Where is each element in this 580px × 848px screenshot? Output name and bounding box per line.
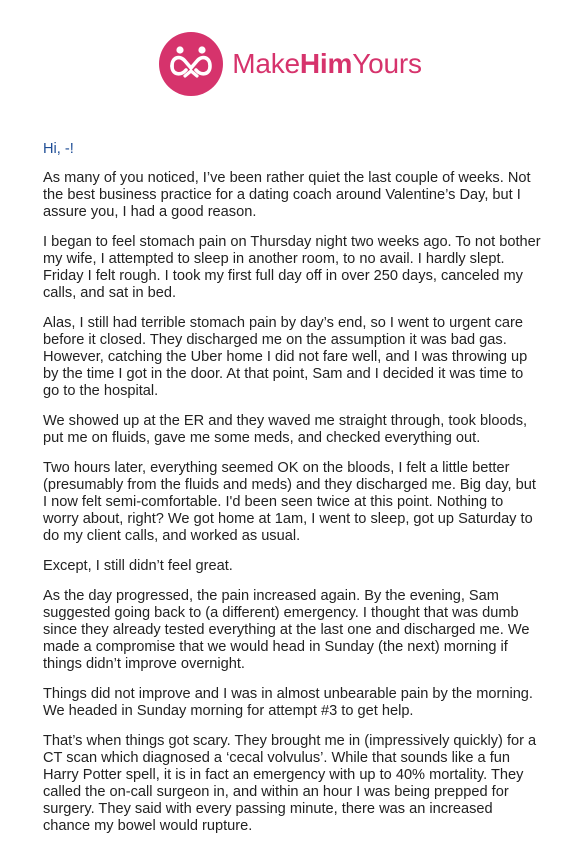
- body-paragraph: We showed up at the ER and they waved me straight through, took bloods, put me on fluids, gave me some meds, and checked everything out.: [43, 413, 528, 446]
- brand-suffix: Yours: [352, 48, 422, 79]
- body-paragraph: Things did not improve and I was in almost unbearable pain by the morning. We headed in Sunday morning for attempt #3 to get help.: [43, 686, 533, 719]
- body-paragraph: Alas, I still had terrible stomach pain by day’s end, so I went to urgent care before it closed. They discharged me on the assumption it was bad gas. However, catching the Uber home I did not fare well, and I was throwing up by the time I got in the door. At that point, Sam and I decided it was time to go to the hospital.: [43, 315, 528, 399]
- body-paragraph: Except, I still didn’t feel great.: [43, 558, 233, 574]
- body-paragraph: Two hours later, everything seemed OK on the bloods, I felt a little better (presumably from the fluids and meds) and they discharged me. Big day, but I now felt semi-comfortable. I'd been seen twice at this point. Nothing to worry about, right? We got home at 1am, I went to sleep, got up Saturday to do my client calls, and worked as usual.: [43, 460, 536, 544]
- body-paragraph: As many of you noticed, I’ve been rather quiet the last couple of weeks. Not the best business practice for a dating coach around Valentine’s Day, but I assure you, I had a good reason.: [43, 170, 531, 220]
- body-paragraph: As the day progressed, the pain increased again. By the evening, Sam suggested going back to (a different) emergency. I thought that was dumb since they already tested everything at the last one and discharged me. We made a compromise that we would head in Sunday (the next) morning if things didn’t improve overnight.: [43, 588, 530, 672]
- brand-wordmark: [232, 48, 422, 80]
- brand-bold: Him: [299, 48, 353, 79]
- body-paragraph: That’s when things got scary. They brought me in (impressively quickly) for a CT scan which diagnosed a ‘cecal volvulus’. While that sounds like a fun Harry Potter spell, it is in fact an emergency with up to 40% mortality. They called the on-call surgeon in, and within an hour I was being prepped for surgery. They said with every passing minute, there was an increased chance my bowel would rupture.: [43, 733, 537, 834]
- brand-prefix: Make: [232, 48, 300, 79]
- email-body: [43, 141, 543, 848]
- infinity-heart-logo-icon: [158, 31, 224, 97]
- body-paragraph: I began to feel stomach pain on Thursday night two weeks ago. To not bother my wife, I attempted to sleep in another room, to no avail. I hardly slept. Friday I felt rough. I took my first full day off in over 250 days, canceled my calls, and sat in bed.: [43, 234, 541, 301]
- greeting: Hi, -!: [43, 141, 74, 157]
- email-header: [0, 28, 580, 100]
